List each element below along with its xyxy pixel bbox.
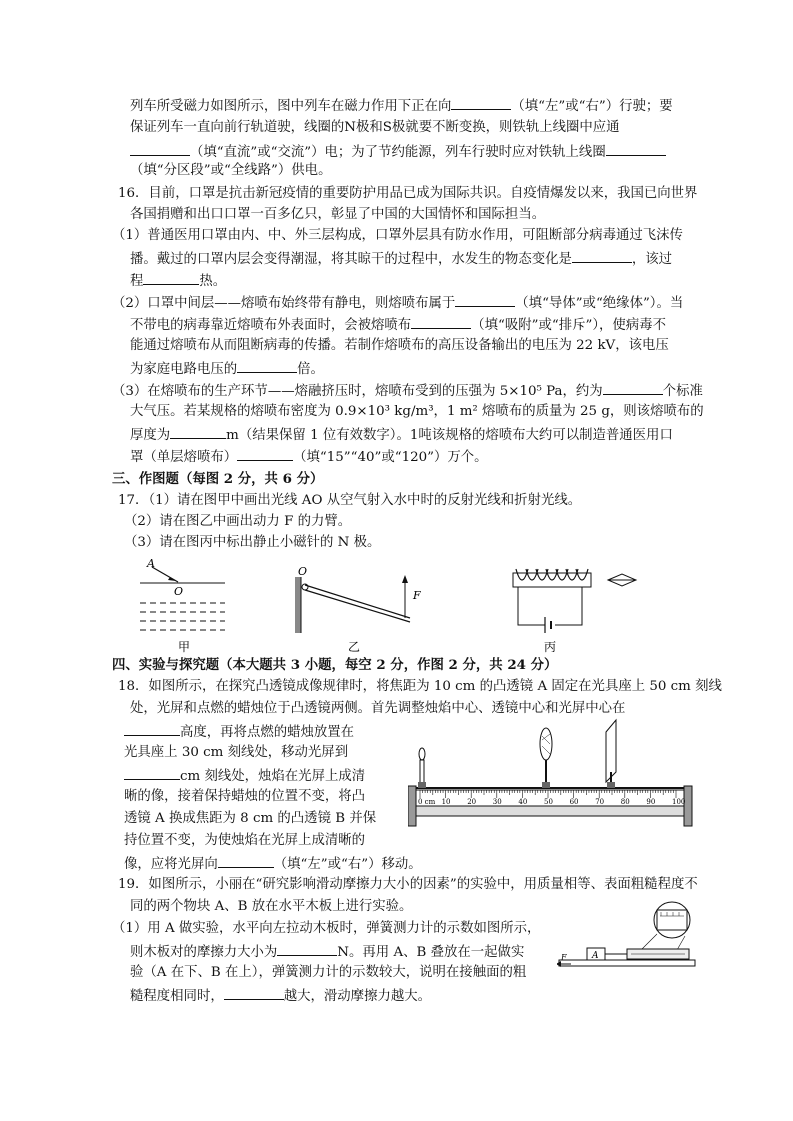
question-16: 16．目前，口罩是抗击新冠疫情的重要防护用品已成为国际共识。自疫情爆发以来，我国已向世界: [118, 186, 698, 201]
label-f: F: [413, 589, 421, 602]
text-line: 处，光屏和点燃的蜡烛位于凸透镜两侧。首先调整烛焰中心、透镜中心和光屏中心在: [130, 701, 626, 716]
answer-blank[interactable]: [130, 142, 190, 156]
text-line: 像，应将光屏向 （填“左”或“右”）移动。: [124, 854, 422, 874]
text-line: 晰的像，接着保持蜡烛的位置不变，将凸: [124, 789, 366, 804]
figure-bing: [513, 569, 636, 654]
ruler-tick-label: 70: [595, 798, 605, 806]
answer-blank[interactable]: [143, 271, 199, 285]
ruler-tick-label: 50: [544, 798, 553, 806]
text-line: 程 热。: [130, 271, 226, 291]
text-line: 各国捐赠和出口口罩一百多亿只，彰显了中国的大国情怀和国际担当。: [130, 207, 546, 222]
text-line: 持位置不变，为使烛焰在光屏上成清晰的: [124, 833, 366, 848]
answer-blank[interactable]: [606, 142, 666, 156]
text-line: （3）请在图丙中标出静止小磁针的 N 极。: [124, 535, 381, 550]
block-a-label: A: [592, 951, 599, 961]
answer-blank[interactable]: [124, 722, 180, 736]
text-line: 厚度为 m（结果保留 1 位有效数字）。1吨该规格的熔喷布大约可以制造普通医用口: [130, 425, 673, 445]
answer-blank[interactable]: [170, 425, 226, 439]
answer-blank[interactable]: [455, 293, 515, 307]
text-line: 保证列车一直向前行轨道驶，线圈的N极和S极就要不断变换，则铁轨上线圈中应通: [130, 120, 620, 135]
ruler-tick-label: 90: [646, 798, 656, 806]
answer-blank[interactable]: [603, 381, 663, 395]
ruler-tick-label: 80: [620, 798, 630, 806]
caption-jia: 甲: [178, 640, 191, 654]
optical-bench-figure: [408, 716, 693, 840]
label-o: O: [174, 585, 184, 598]
text-line: 糙程度相同时， 越大，滑动摩擦力越大。: [130, 986, 431, 1006]
answer-blank[interactable]: [451, 96, 511, 110]
text-line: 同的两个物块 A、B 放在水平木板上进行实验。: [130, 899, 413, 914]
section-3-heading: 三、作图题（每图 2 分，共 6 分）: [112, 471, 324, 487]
text-line: （填“分区段”或“全线路”）供电。: [130, 163, 332, 178]
text-line: （2）口罩中间层——熔喷布始终带有静电，则熔喷布属于 （填“导体”或“绝缘体”）。当: [112, 293, 683, 313]
label-o-yi: O: [298, 565, 308, 578]
question-18: 18．如图所示，在探究凸透镜成像规律时，将焦距为 10 cm 的凸透镜 A 固定在光具座上 50 cm 刻线: [118, 679, 722, 694]
figure-jia: [140, 557, 225, 654]
answer-blank[interactable]: [224, 986, 284, 1000]
answer-blank[interactable]: [277, 942, 337, 956]
text-line: （1）普通医用口罩由内、中、外三层构成，口罩外层具有防水作用，可阻断部分病毒通过飞沫传: [112, 228, 683, 243]
text-line: 能通过熔喷布从而阻断病毒的传播。若制作熔喷布的高压设备输出的电压为 22 kV，该电压: [130, 338, 669, 353]
text-line: 罩（单层熔喷布） （填“15”“40”或“120”）万个。: [130, 447, 488, 467]
answer-blank[interactable]: [218, 854, 274, 868]
ruler-tick-label: 20: [467, 798, 477, 806]
label-a: A: [147, 557, 155, 570]
answer-blank[interactable]: [411, 315, 471, 329]
label-f-19: F: [561, 953, 567, 962]
text-line: 为家庭电路电压的 倍。: [130, 359, 324, 379]
answer-blank[interactable]: [124, 766, 180, 780]
answer-blank[interactable]: [237, 447, 293, 461]
text-line: 验（A 在下、B 在上），弹簧测力计的示数较大，说明在接触面的粗: [130, 965, 527, 980]
text-line: （3）在熔喷布的生产环节——熔融挤压时，熔喷布受到的压强为 5×10⁵ Pa，约为 个标准: [112, 381, 703, 401]
text-line: 大气压。若某规格的熔喷布密度为 0.9×10³ kg/m³，1 m² 熔喷布的质量为 25 g，则该熔喷布的: [130, 404, 704, 419]
caption-yi: 乙: [348, 640, 361, 654]
text-line: （填“直流”或“交流”）电；为了节约能源，列车行驶时应对铁轨上线圈: [130, 142, 666, 162]
ruler-tick-label: 10: [441, 798, 451, 806]
text-line: （2）请在图乙中画出动力 F 的力臂。: [124, 514, 352, 529]
caption-bing: 丙: [544, 640, 557, 654]
friction-figure: [557, 898, 699, 978]
ruler-tick-label: 60: [569, 798, 579, 806]
figures-17: [130, 555, 670, 655]
text-line: 播。戴过的口罩内层会变得潮湿，将其晾干的过程中，水发生的物态变化是 ，该过: [130, 249, 672, 269]
section-4-heading: 四、实验与探究题（本大题共 3 小题，每空 2 分，作图 2 分，共 24 分）: [112, 657, 558, 673]
question-17: 17．（1）请在图甲中画出光线 AO 从空气射入水中时的反射光线和折射光线。: [118, 493, 582, 508]
ruler-tick-label: 0 cm: [418, 798, 436, 806]
figure-yi: [295, 565, 421, 654]
answer-blank[interactable]: [572, 249, 632, 263]
text-line: 则木板对的摩擦力大小为 N。再用 A、B 叠放在一起做实: [130, 942, 524, 962]
text-line: 透镜 A 换成焦距为 8 cm 的凸透镜 B 并保: [124, 811, 377, 826]
text-line: 光具座上 30 cm 刻线处，移动光屏到: [124, 745, 349, 760]
text-line: （1）用 A 做实验，水平向左拉动木板时，弹簧测力计的示数如图所示，: [112, 921, 541, 936]
ruler-tick-label: 30: [492, 798, 502, 806]
text-line: 高度，再将点燃的蜡烛放置在: [124, 722, 354, 742]
ruler-tick-label: 100: [672, 798, 686, 806]
question-19: 19．如图所示，小丽在“研究影响滑动摩擦力大小的因素”的实验中，用质量相等、表面粗糙程度不: [118, 877, 698, 892]
answer-blank[interactable]: [237, 359, 297, 373]
ruler-tick-label: 40: [518, 798, 528, 806]
text-line: 不带电的病毒靠近熔喷布外表面时，会被熔喷布 （填“吸附”或“排斥”），使病毒不: [130, 315, 666, 335]
text-line: 列车所受磁力如图所示，图中列车在磁力作用下正在向 （填“左”或“右”）行驶；要: [130, 96, 673, 116]
text-line: cm 刻线处，烛焰在光屏上成清: [124, 766, 365, 786]
